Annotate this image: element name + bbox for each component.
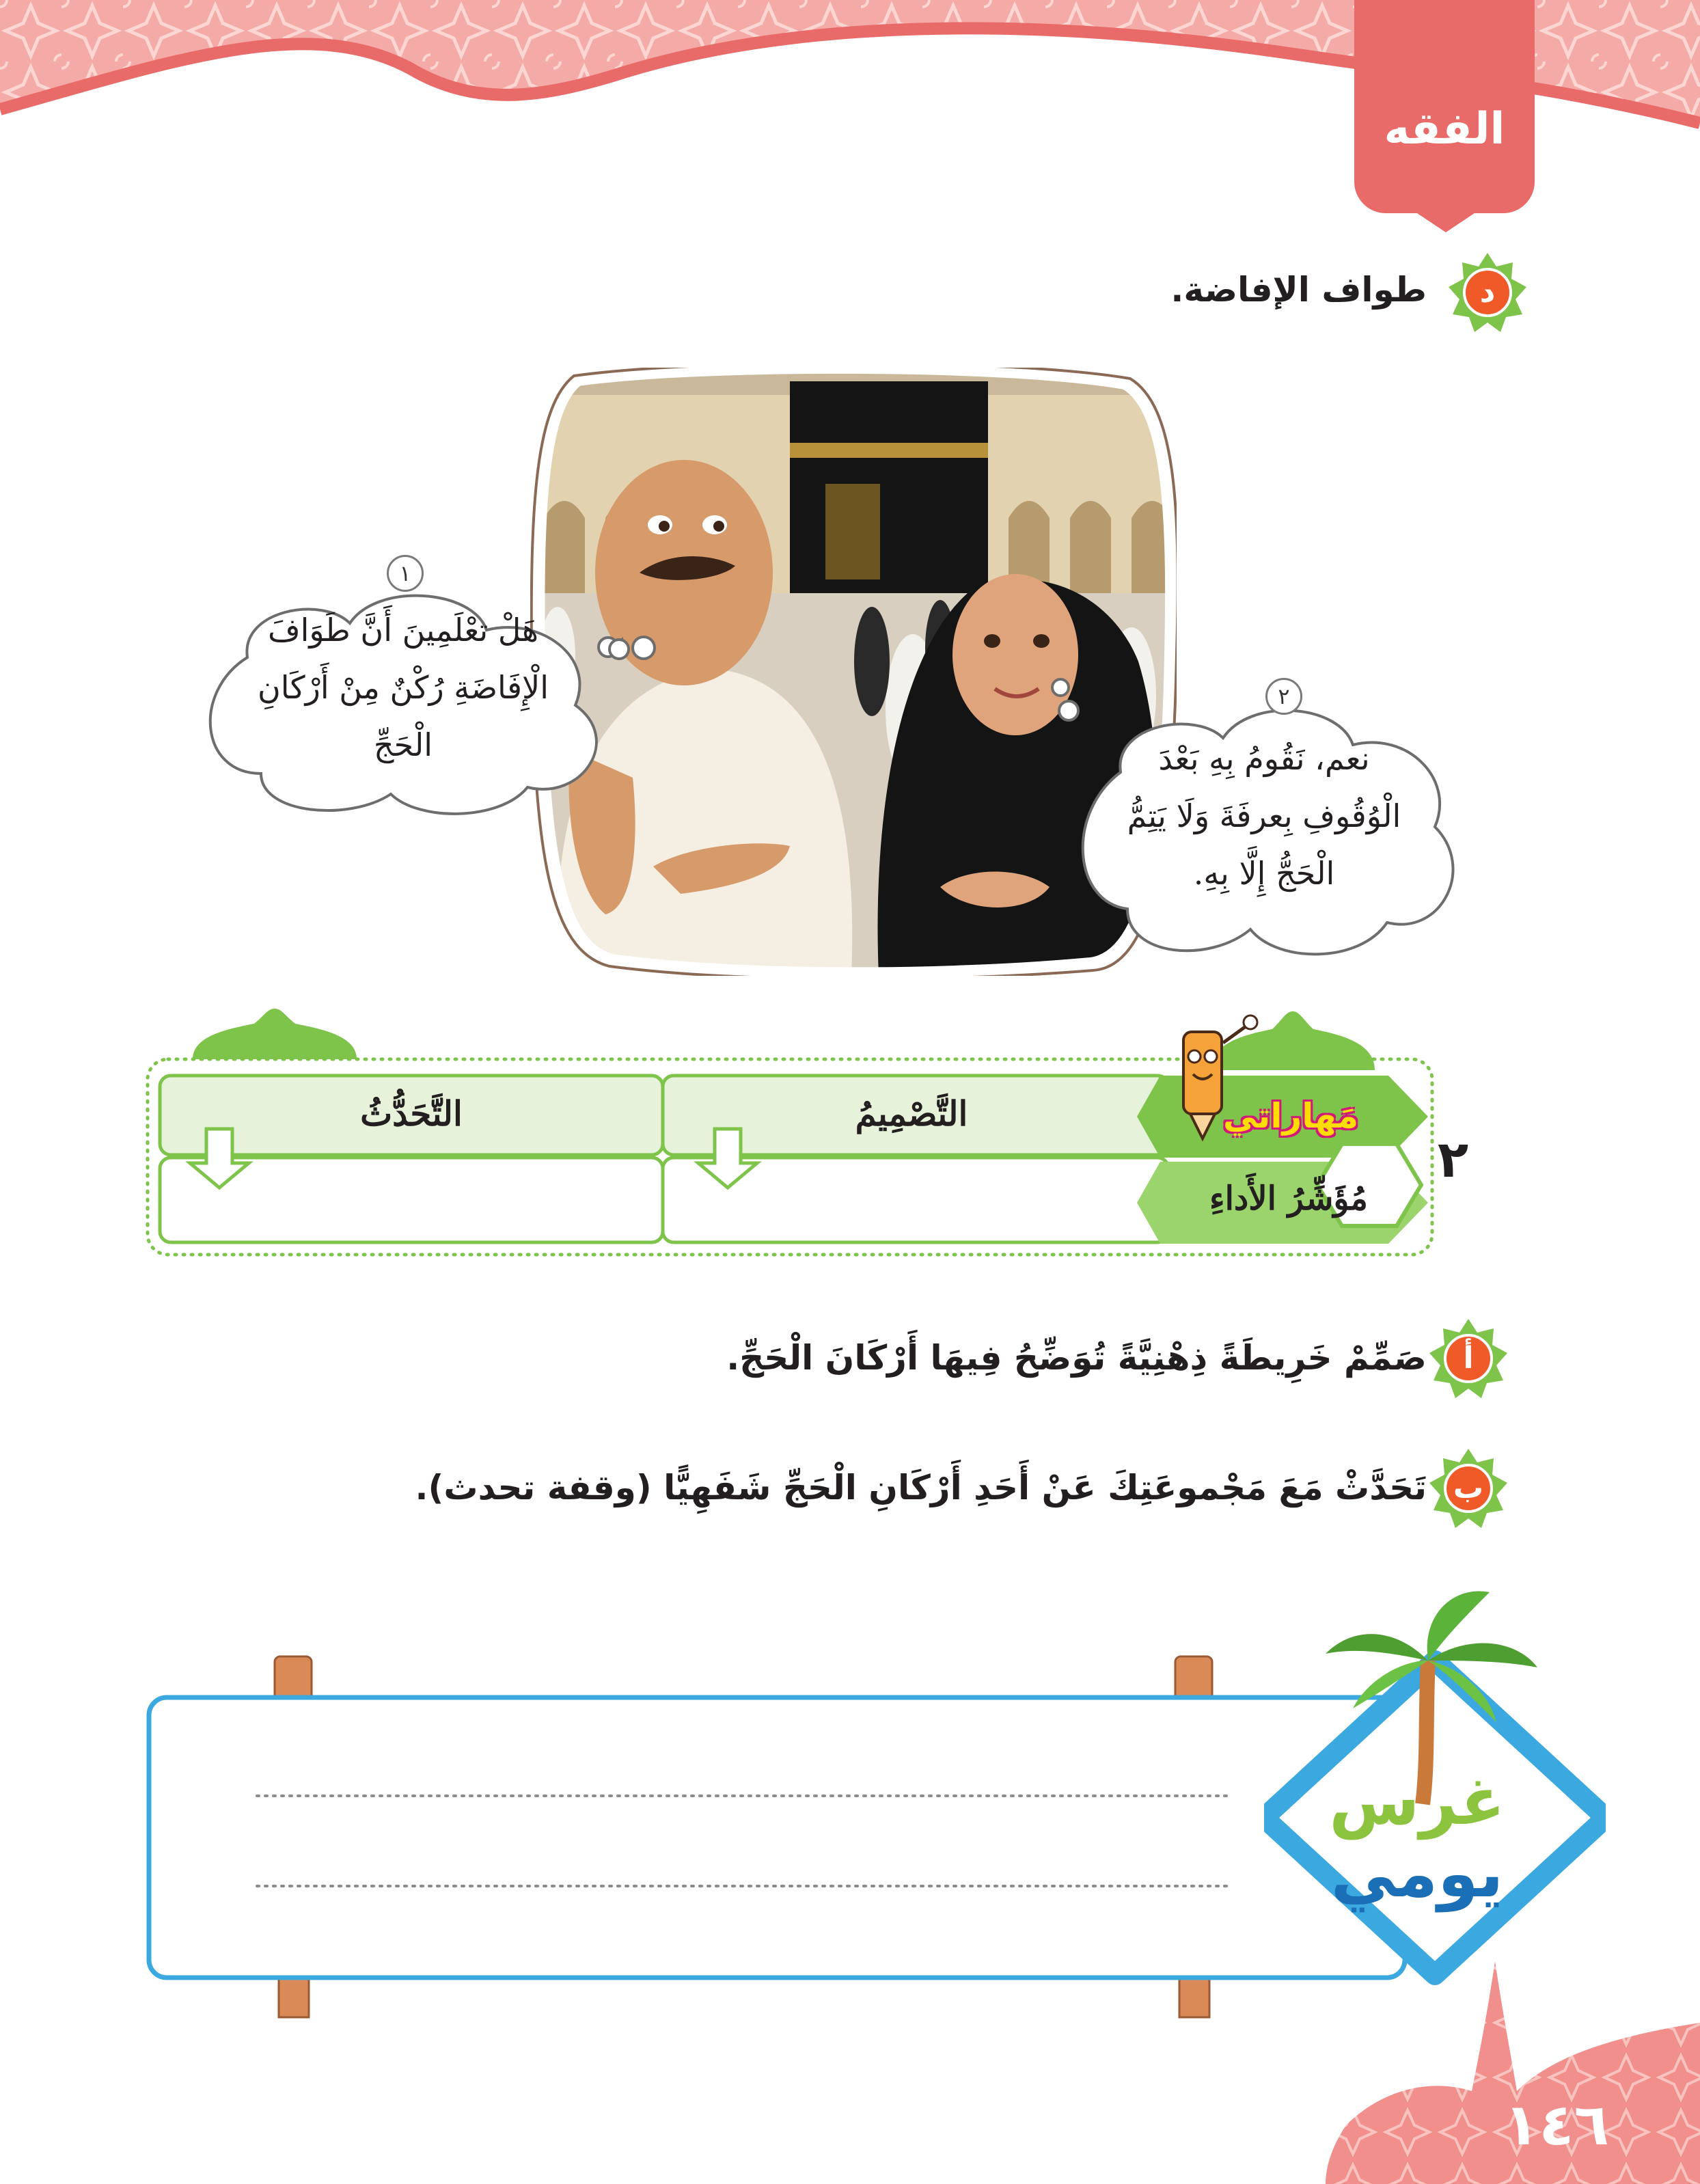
performance-indicator-label: مُؤَشِّرُ الأَداءِ — [1209, 1179, 1368, 1218]
item-a-badge — [1428, 1318, 1509, 1398]
bubble-1-line-2: الْإِفَاضَةِ رُكْنٌ مِنْ أَرْكَانِ — [257, 669, 549, 706]
bubble-1-line-1: هَلْ تعْلَمِينَ أَنَّ طَوَافَ — [267, 612, 539, 649]
item-a-text: صَمِّمْ خَرِيطَةً ذِهْنِيَّةً تُوَضِّحُ فِيهَا أَرْكَانَ الْحَجِّ. — [726, 1338, 1427, 1378]
skills-title: مَهاراتي — [1223, 1096, 1359, 1136]
logo-word-plant: غرس — [1329, 1763, 1505, 1840]
writing-board — [145, 1640, 1409, 2023]
bubble-2-line-1: نعم، نَقُومُ بِهِ بَعْدَ — [1158, 740, 1370, 777]
bubble-1-text — [225, 601, 581, 774]
item-b-text: تَحَدَّثْ مَعَ مَجْموعَتِكَ عَنْ أَحَدِ أَرْكَانِ الْحَجِّ شَفَهِيًّا (وقفة تحدث). — [415, 1468, 1427, 1507]
item-b-letter: ب — [1453, 1470, 1484, 1505]
bubble-2-line-3: الْحَجُّ إِلَّا بِهِ. — [1193, 855, 1335, 892]
logo-word-daily: يومي — [1330, 1835, 1504, 1912]
thought-dots-2 — [1044, 677, 1085, 724]
bubble-2-text — [1093, 730, 1435, 902]
item-d-badge — [1447, 251, 1528, 332]
item-a-letter: أ — [1463, 1340, 1474, 1376]
bubble-1-line-3: الْحَجِّ — [373, 726, 433, 763]
bubble-2-number: ٢ — [1265, 678, 1302, 715]
subject-title: الفقه — [1384, 104, 1505, 154]
section-number: ٢ — [1438, 1130, 1469, 1189]
bubble-2-line-2: الْوُقُوفِ بِعرفَةَ وَلَا يَتِمُّ — [1127, 797, 1401, 834]
page-number: ١٤٦ — [1504, 2091, 1609, 2158]
skill-column-speaking: التَّحَدُّثُ — [360, 1093, 463, 1134]
item-d-letter: د — [1479, 274, 1496, 310]
bubble-1-number: ١ — [387, 555, 424, 592]
subject-tab-pointer — [1405, 205, 1487, 232]
item-b-badge — [1428, 1447, 1509, 1528]
thought-dots-1 — [605, 636, 660, 663]
item-d-text: طواف الإفاضة. — [1170, 270, 1427, 310]
skill-column-design: التَّصْمِيمُ — [855, 1093, 968, 1134]
